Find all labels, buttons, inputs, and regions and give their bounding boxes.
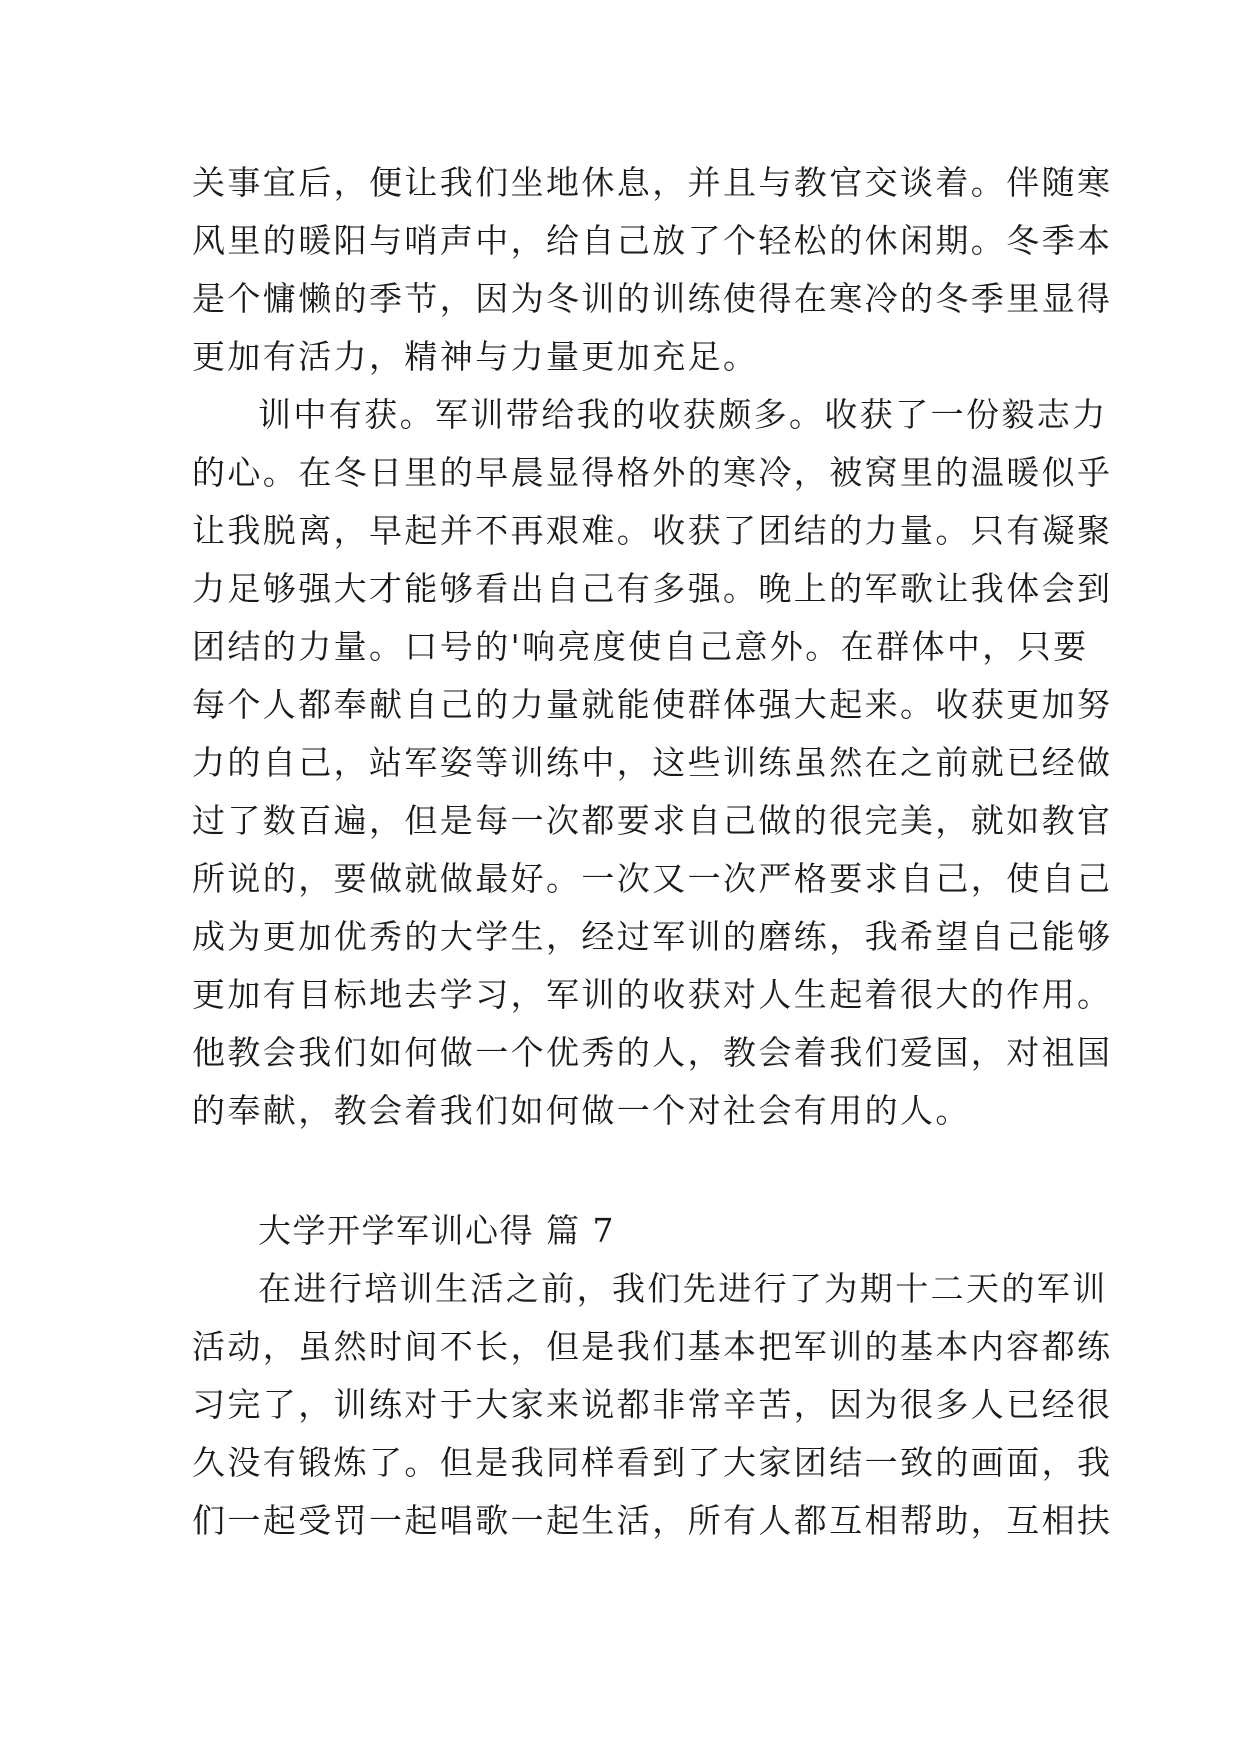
- paragraph-3-line: 久没有锻炼了。但是我同样看到了大家团结一致的画面，我: [192, 1443, 1113, 1482]
- paragraph-3-line: 习完了，训练对于大家来说都非常辛苦，因为很多人已经很: [192, 1385, 1113, 1424]
- paragraph-1-line: 更加有活力，精神与力量更加充足。: [192, 337, 759, 376]
- paragraph-3-line: 在进行培训生活之前，我们先进行了为期十二天的军训: [258, 1269, 1108, 1308]
- paragraph-2-line: 成为更加优秀的大学生，经过军训的磨练，我希望自己能够: [192, 917, 1113, 956]
- paragraph-1-line: 是个慵懒的季节，因为冬训的训练使得在寒冷的冬季里显得: [192, 279, 1113, 318]
- paragraph-1-line: 风里的暖阳与哨声中，给自己放了个轻松的休闲期。冬季本: [192, 221, 1113, 260]
- paragraph-2-line: 力的自己，站军姿等训练中，这些训练虽然在之前就已经做: [192, 743, 1113, 782]
- paragraph-2-line: 的奉献，教会着我们如何做一个对社会有用的人。: [192, 1091, 971, 1130]
- paragraph-1-line: 关事宜后，便让我们坐地休息，并且与教官交谈着。伴随寒: [192, 163, 1113, 202]
- section-heading: 大学开学军训心得 篇 7: [258, 1211, 615, 1250]
- paragraph-3-line: 们一起受罚一起唱歌一起生活，所有人都互相帮助，互相扶: [192, 1501, 1113, 1540]
- paragraph-2-line: 所说的，要做就做最好。一次又一次严格要求自己，使自己: [192, 859, 1113, 898]
- paragraph-2-line: 他教会我们如何做一个优秀的人，教会着我们爱国，对祖国: [192, 1033, 1113, 1072]
- paragraph-2-line: 的心。在冬日里的早晨显得格外的寒冷，被窝里的温暖似乎: [192, 453, 1113, 492]
- paragraph-2-line: 更加有目标地去学习，军训的收获对人生起着很大的作用。: [192, 975, 1113, 1014]
- paragraph-2-line: 每个人都奉献自己的力量就能使群体强大起来。收获更加努: [192, 685, 1113, 724]
- paragraph-2-line: 让我脱离，早起并不再艰难。收获了团结的力量。只有凝聚: [192, 511, 1113, 550]
- paragraph-2-line: 团结的力量。口号的'响亮度使自己意外。在群体中，只要: [192, 627, 1089, 666]
- paragraph-2-line: 力足够强大才能够看出自己有多强。晚上的军歌让我体会到: [192, 569, 1113, 608]
- paragraph-3-line: 活动，虽然时间不长，但是我们基本把军训的基本内容都练: [192, 1327, 1113, 1366]
- paragraph-2-line: 训中有获。军训带给我的收获颇多。收获了一份毅志力: [258, 395, 1108, 434]
- paragraph-2-line: 过了数百遍，但是每一次都要求自己做的很完美，就如教官: [192, 801, 1113, 840]
